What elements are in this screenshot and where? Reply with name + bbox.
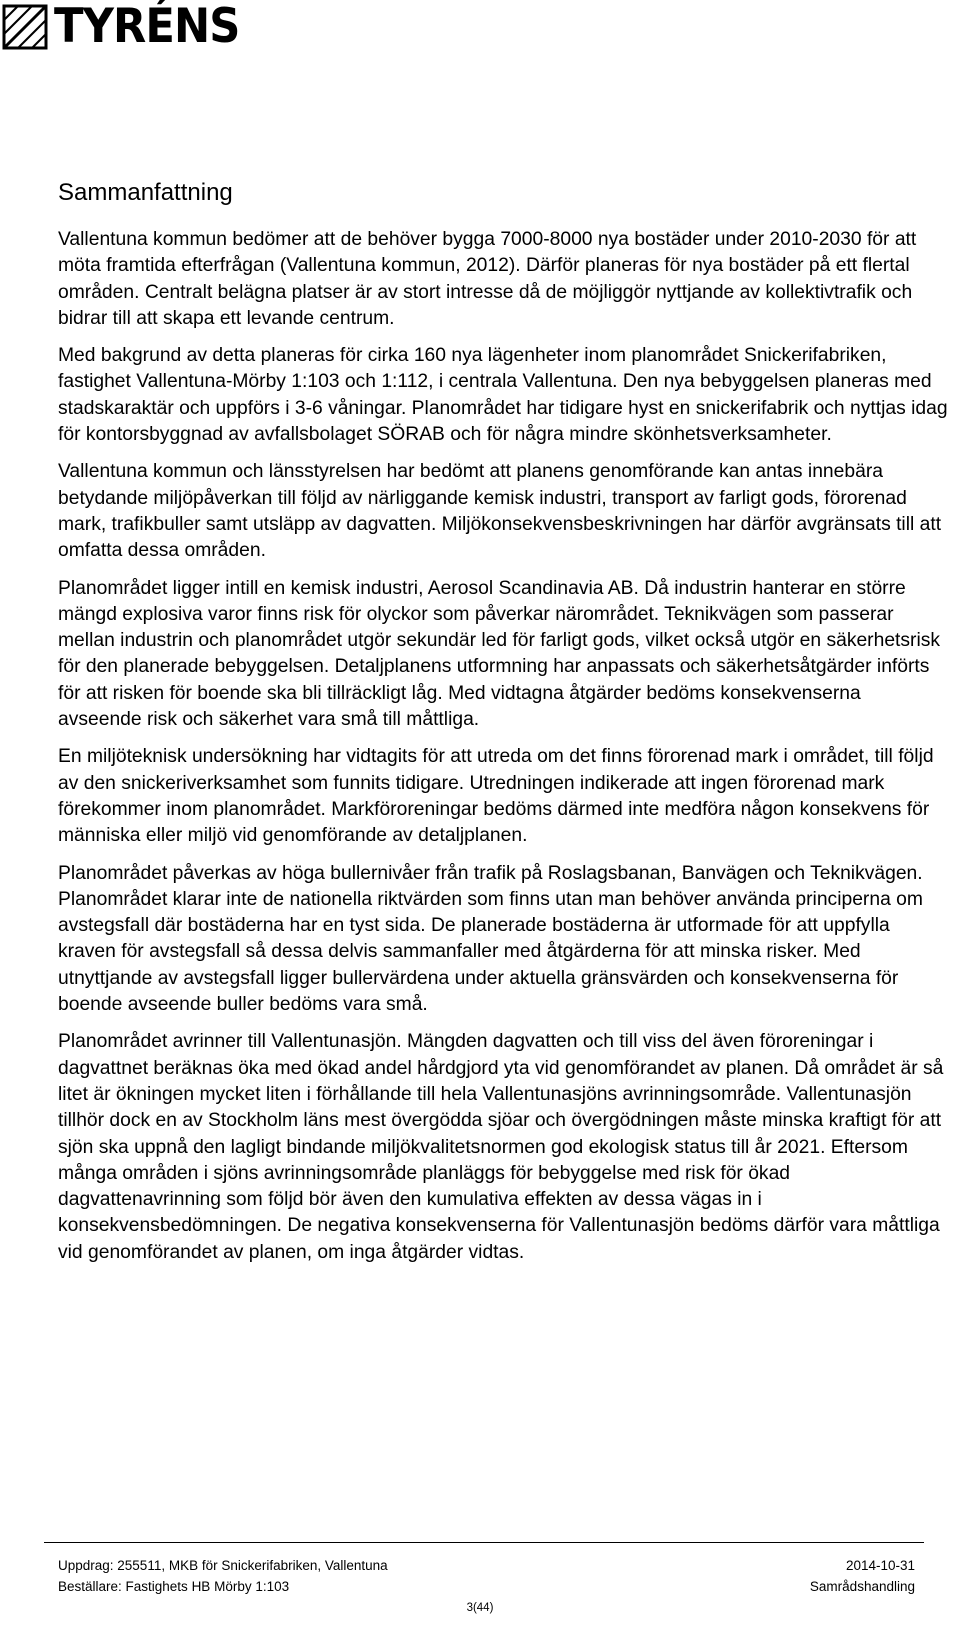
- paragraph: Planområdet avrinner till Vallentunasjön. Mängden dagvatten och till viss del även föroreningar i dagvattnet beräknas öka med ökad andel hårdgjord yta vid genomförandet av planen. Då området är så litet är ökningen mycket liten i förhållande till hela Vallentunasjöns avrinningsområde. Vallentunasjön tillhör dock en av Stockholm läns mest övergödda sjöar och övergödningen måste minska kraftigt för att sjön ska uppnå den lagligt bindande miljökvalitetsnormen god ekologisk status till år 2021. Eftersom många områden i sjöns avrinningsområde planläggs för bebyggelse med risk för ökad dagvattenavrinning som följd bör även den kumulativa effekten av dessa vägas in i konsekvensbedömningen. De negativa konsekvenserna för Vallentunasjön bedöms därför vara måttliga vid genomförandet av planen, om inga åtgärder vidtas.: [58, 1031, 944, 1263]
- tyrens-logo-icon: [2, 4, 48, 50]
- client-label: Beställare: Fastighets HB Mörby 1:103: [58, 1579, 290, 1594]
- assignment-label: Uppdrag: 255511, MKB för Snickerifabriken, Vallentuna: [58, 1558, 388, 1573]
- paragraph: Vallentuna kommun och länsstyrelsen har bedömt att planens genomförande kan antas innebära betydande miljöpåverkan till följd av närliggande kemisk industri, transport av farligt gods, förorenad mark, trafikbuller samt utsläpp av dagvatten. Miljökonsekvensbeskrivningen har därför avgränsats till att omfatta dessa områden.: [58, 461, 942, 562]
- footer-row: [58, 1576, 915, 1597]
- footer-divider: [44, 1542, 924, 1543]
- company-logo: [0, 0, 256, 54]
- paragraph: Planområdet ligger intill en kemisk industri, Aerosol Scandinavia AB. Då industrin hanterar en större mängd explosiva varor finns risk för olyckor som påverkar närområdet. Teknikvägen som passerar mellan industrin och planområdet utgör sekundär led för farligt gods, vilket också utgör en säkerhetsrisk för den planerade bebyggelsen. Detaljplanens utformning har anpassats och säkerhetsåtgärder införts för att risken för boende ska bli tillräckligt låg. Med vidtagna åtgärder bedöms konsekvenserna avseende risk och säkerhet vara små till måttliga.: [58, 577, 941, 731]
- footer-row: [58, 1555, 915, 1576]
- page-number: 3(44): [466, 1602, 494, 1614]
- paragraph: Vallentuna kommun bedömer att de behöver bygga 7000-8000 nya bostäder under 2010-2030 för att möta framtida efterfrågan (Vallentuna kommun, 2012). Därför planeras för nya bostäder på ett flertal områden. Centralt belägna platser är av stort intresse då de möjliggör nyttjande av kollektivtrafik och bidrar till att skapa ett levande centrum.: [58, 229, 917, 329]
- logo-wordmark: TYRÉNS: [54, 0, 240, 54]
- section-heading: Sammanfattning: [58, 179, 233, 206]
- page-footer: [58, 1555, 915, 1597]
- document-status: Samrådshandling: [809, 1579, 915, 1594]
- paragraph: Planområdet påverkas av höga bullernivåer från trafik på Roslagsbanan, Banvägen och Teknikvägen. Planområdet klarar inte de nationella riktvärden som finns utan man behöver använda principerna om avstegsfall där bostäderna har en tyst sida. De planerade bostäderna är utformade för att uppfylla kraven för avstegsfall så dessa delvis sammanfaller med åtgärderna för att minska risker. Med utnyttjande av avstegsfall ligger bullervärdena under aktuella gränsvärden och konsekvenserna för boende avseende buller bedöms vara små.: [58, 862, 923, 1016]
- summary-section: [58, 178, 948, 1277]
- paragraph: En miljöteknisk undersökning har vidtagits för att utreda om det finns förorenad mark i området, till följd av den snickeriverksamhet som funnits tidigare. Utredningen indikerade att ingen förorenad mark förekommer inom planområdet. Markföroreningar bedöms därmed inte medföra någon konsekvens för människa eller miljö vid genomförande av detaljplanen.: [58, 746, 934, 847]
- paragraph: Med bakgrund av detta planeras för cirka 160 nya lägenheter inom planområdet Snickerifabriken, fastighet Vallentuna-Mörby 1:103 och 1:112, i centrala Vallentuna. Den nya bebyggelsen planeras med stadskaraktär och uppförs i 3-6 våningar. Planområdet har tidigare hyst en snickerifabrik och nyttjas idag för kontorsbyggnad av avfallsbolaget SÖRAB och för några mindre skönhetsverksamheter.: [58, 345, 948, 446]
- document-date: 2014-10-31: [845, 1558, 915, 1573]
